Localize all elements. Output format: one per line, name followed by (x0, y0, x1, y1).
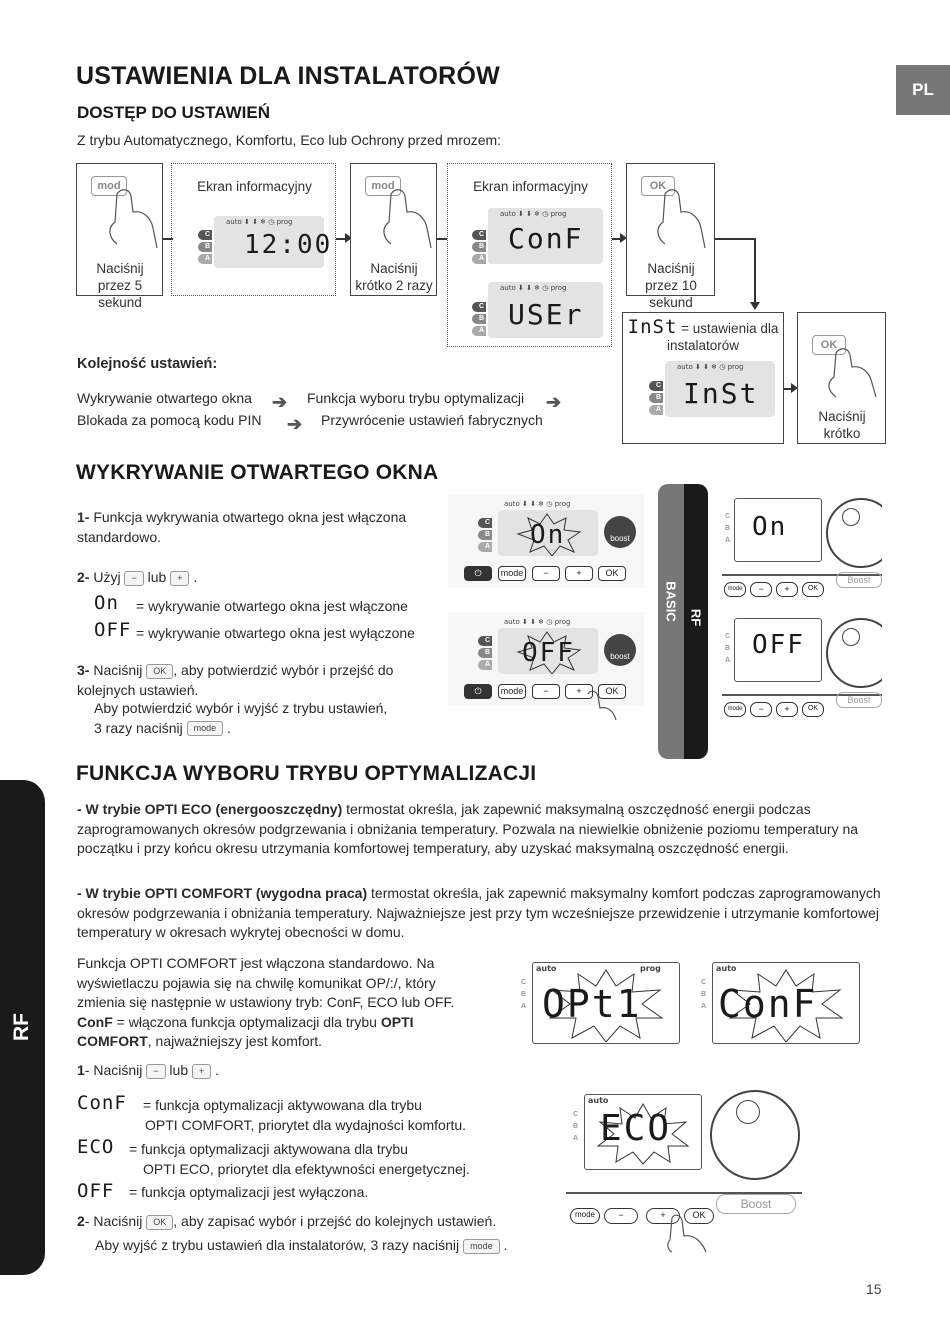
page-number: 15 (866, 1281, 882, 1297)
mode-key-icon: mod (91, 176, 127, 196)
plus-key-icon: + (192, 1064, 211, 1079)
side-tab-label: RF (10, 1013, 33, 1041)
mode-button[interactable]: mode (498, 684, 526, 699)
lcd-conf: auto ⬇ ⬇ ❄ ◷ prog ConF (488, 208, 603, 264)
language-tab: PL (896, 65, 950, 115)
mode-key-icon: mode (187, 721, 224, 736)
step4-caption: Naciśnij krótko (818, 409, 866, 441)
lcd-user-text: USEr (508, 298, 584, 331)
ok-key-icon: OK (641, 176, 675, 196)
order-item-4: Przywrócenie ustawień fabrycznych (321, 412, 543, 428)
lcd-on-text: On (530, 520, 566, 550)
boost-button[interactable]: boost (604, 634, 636, 666)
lcd-opti-text: OPt1 (542, 982, 642, 1026)
step-box-press-10s (626, 163, 715, 310)
opti-comfort-paragraph: - W trybie OPTI COMFORT (wygodna praca) termostat określa, jak zapewnić maksymalny komfort podczas zaprogramowanych okresów podgrzewania i obniżania temperatury. Najważniejsze jest przy tym wcześniejsze przewidzenie i utrzymanie komfortowej temperatury w okresach wykrytej obecności w domu. (77, 885, 881, 940)
intro-text: Z trybu Automatycznego, Komfortu, Eco lub Ochrony przed mrozem: (77, 132, 502, 148)
plus-button[interactable]: + (776, 582, 798, 597)
code-off-desc: = wykrywanie otwartego okna jest wyłączone (136, 625, 415, 641)
info-screen-2-label: Ekran informacyjny (473, 179, 588, 194)
minus-button[interactable]: − (750, 702, 772, 717)
code-eco: ECO (77, 1136, 115, 1158)
section-title-window: WYKRYWANIE OTWARTEGO OKNA (76, 461, 439, 484)
info-screen-2: Ekran informacyjny C B A auto ⬇ ⬇ ❄ ◷ prog ConF C B A auto ⬇ ⬇ ❄ ◷ prog USEr (447, 163, 612, 347)
lcd-time: auto ⬇ ⬇ ❄ ◷ prog 12:00 (214, 216, 324, 268)
boost-button[interactable]: Boost (836, 572, 882, 588)
hand-press-icon (77, 182, 164, 252)
code-opti-off-desc: = funkcja optymalizacji jest wyłączona. (129, 1184, 369, 1200)
ok-button[interactable]: OK (598, 566, 626, 581)
info-screen-1: Ekran informacyjny C B A auto ⬇ ⬇ ❄ ◷ prog 12:00 (171, 163, 336, 296)
display-eco-device: C B A auto ECO mode − + OK Boost (566, 1088, 802, 1253)
display-opti: C B A auto prog OPt1 (520, 960, 684, 1050)
plus-button[interactable]: + (565, 684, 593, 699)
info-screen-1-label: Ekran informacyjny (197, 179, 312, 194)
opti-step-2: 2- Naciśnij OK , aby zapisać wybór i przejść do kolejnych ustawień. (77, 1213, 497, 1229)
hand-press-icon-4 (798, 341, 885, 401)
code-conf: ConF (77, 1092, 127, 1114)
lcd-user: auto ⬇ ⬇ ❄ ◷ prog USEr (488, 282, 603, 338)
arrow-right-icon: ➔ (546, 392, 562, 412)
rf-device-off: C B A OFF mode − + OK Boost (722, 614, 882, 718)
hand-press-icon (578, 690, 618, 720)
step1-caption: Naciśnij przez 5 sekund (96, 261, 144, 310)
mode-button[interactable]: mode (724, 702, 746, 717)
minus-button[interactable]: − (532, 566, 560, 581)
window-item-2: 2- Użyj − lub + . (77, 569, 198, 585)
lcd-inst: auto ⬇ ⬇ ❄ ◷ prog InSt (665, 361, 775, 417)
lcd-off-text: OFF (522, 638, 575, 668)
window-item-3: 3- Naciśnij OK , aby potwierdzić wybór i przejść do kolejnych ustawień. (77, 662, 394, 698)
code-on: On (94, 592, 119, 614)
minus-key-icon: − (124, 571, 143, 586)
code-opti-off: OFF (77, 1180, 115, 1202)
inst-caption: InSt = ustawienia dla instalatorów (627, 316, 779, 353)
minus-button[interactable]: − (604, 1208, 638, 1224)
plus-button[interactable]: + (646, 1208, 680, 1224)
ok-key-icon: OK (146, 664, 173, 679)
power-button[interactable]: ⏻ (464, 684, 492, 699)
lcd-conf-text: ConF (508, 222, 584, 255)
step3-caption: Naciśnij przez 10 sekund (645, 261, 697, 310)
minus-button[interactable]: − (532, 684, 560, 699)
step-box-press-twice (350, 163, 437, 296)
boost-button[interactable]: Boost (836, 692, 882, 708)
step-box-press-short (797, 312, 886, 444)
ok-button[interactable]: OK (802, 702, 824, 717)
display-conf: C B A auto ConF (700, 960, 864, 1050)
lcd-eco-text: ECO (600, 1108, 672, 1149)
inst-box: InSt = ustawienia dla instalatorów C B A auto ⬇ ⬇ ❄ ◷ prog InSt (622, 312, 784, 444)
rf-device-on: C B A On mode − + OK Boost (722, 494, 882, 598)
opti-eco-paragraph: - W trybie OPTI ECO (energooszczędny) termostat określa, jak zapewnić maksymalną oszczędność energii podczas zaprogramowanych okresów podgrzewania i obniżania temperatury. Pozwala na niewielkie obniżenie poziomu temperatury na początku i przy końcu okresu utrzymania komfortowej temperatury, aby uzyskać maksymalną oszczędność energii. (77, 801, 859, 856)
mode-button[interactable]: mode (570, 1208, 600, 1224)
ok-key-icon: OK (146, 1215, 173, 1230)
boost-button[interactable]: boost (604, 516, 636, 548)
mode-button[interactable]: mode (724, 582, 746, 597)
ok-button[interactable]: OK (802, 582, 824, 597)
mode-key-icon: mode (463, 1239, 500, 1254)
hand-press-icon (662, 1214, 712, 1254)
basic-device-off: auto ⬇ ⬇ ❄ ◷ prog C B A OFF boost ⏻ mode − + OK (448, 612, 644, 706)
code-off: OFF (94, 619, 132, 641)
lcd-time-text: 12:00 (244, 230, 333, 260)
hand-press-icon-2 (351, 182, 438, 252)
tab-rf: RF (684, 484, 708, 759)
code-on-desc: = wykrywanie otwartego okna jest włączone (136, 598, 408, 614)
plus-button[interactable]: + (776, 702, 798, 717)
lcd-inst-text: InSt (683, 377, 759, 410)
subtitle-access: DOSTĘP DO USTAWIEŃ (77, 103, 271, 122)
arrow-right-icon: ➔ (287, 414, 303, 434)
section-title-optimization: FUNKCJA WYBORU TRYBU OPTYMALIZACJI (76, 762, 537, 785)
mode-button[interactable]: mode (498, 566, 526, 581)
lcd-conf2-text: ConF (718, 982, 818, 1026)
order-item-3: Blokada za pomocą kodu PIN (77, 412, 262, 428)
side-tab (0, 780, 45, 1275)
order-item-1: Wykrywanie otwartego okna (77, 390, 252, 406)
opti-step-2-exit: Aby wyjść z trybu ustawień dla instalatorów, 3 razy naciśnij mode . (95, 1237, 508, 1253)
code-conf-desc: = funkcja optymalizacji aktywowana dla trybu OPTI COMFORT, priorytet dla wydajności komfortu. (143, 1097, 467, 1133)
section-title-installer: USTAWIENIA DLA INSTALATORÓW (76, 62, 500, 90)
tab-basic: BASIC (658, 484, 684, 759)
window-item-1: 1- Funkcja wykrywania otwartego okna jest włączona standardowo. (77, 509, 407, 545)
ok-button[interactable]: OK (598, 684, 626, 699)
boost-button[interactable]: Boost (716, 1194, 796, 1214)
opti-standard-text: Funkcja OPTI COMFORT jest włączona standardowo. Na wyświetlaczu pojawia się na chwilę komunikat OP/:/, który zmienia się następnie w ustawiony tryb: ConF, ECO lub OFF. ConF = włączona funkcja optymalizacji dla trybu OPTI COMFORT, najważniejszy jest komfort. (77, 955, 455, 1049)
plus-key-icon: + (170, 571, 189, 586)
order-item-2: Funkcja wyboru trybu optymalizacji (307, 390, 525, 406)
order-title: Kolejność ustawień: (77, 356, 218, 372)
power-button[interactable]: ⏻ (464, 566, 492, 581)
code-eco-desc: = funkcja optymalizacji aktywowana dla trybu OPTI ECO, priorytet dla efektywności energetycznej. (129, 1141, 470, 1177)
minus-button[interactable]: − (750, 582, 772, 597)
window-item-3-exit: Aby potwierdzić wybór i wyjść z trybu ustawień, 3 razy naciśnij mode . (94, 700, 388, 736)
step2-caption: Naciśnij krótko 2 razy (355, 261, 433, 293)
arrow-right-icon: ➔ (272, 392, 288, 412)
basic-device-on: auto ⬇ ⬇ ❄ ◷ prog C B A On boost ⏻ mode − + OK (448, 494, 644, 588)
ok-key-icon-2: OK (812, 335, 846, 355)
hand-press-icon-3 (627, 182, 714, 252)
opti-step-1: 1- Naciśnij − lub + . (77, 1062, 220, 1078)
minus-key-icon: − (146, 1064, 165, 1079)
step-box-press-5s (76, 163, 163, 310)
ok-button[interactable]: OK (684, 1208, 714, 1224)
mode-key-icon-2: mod (365, 176, 401, 196)
plus-button[interactable]: + (565, 566, 593, 581)
